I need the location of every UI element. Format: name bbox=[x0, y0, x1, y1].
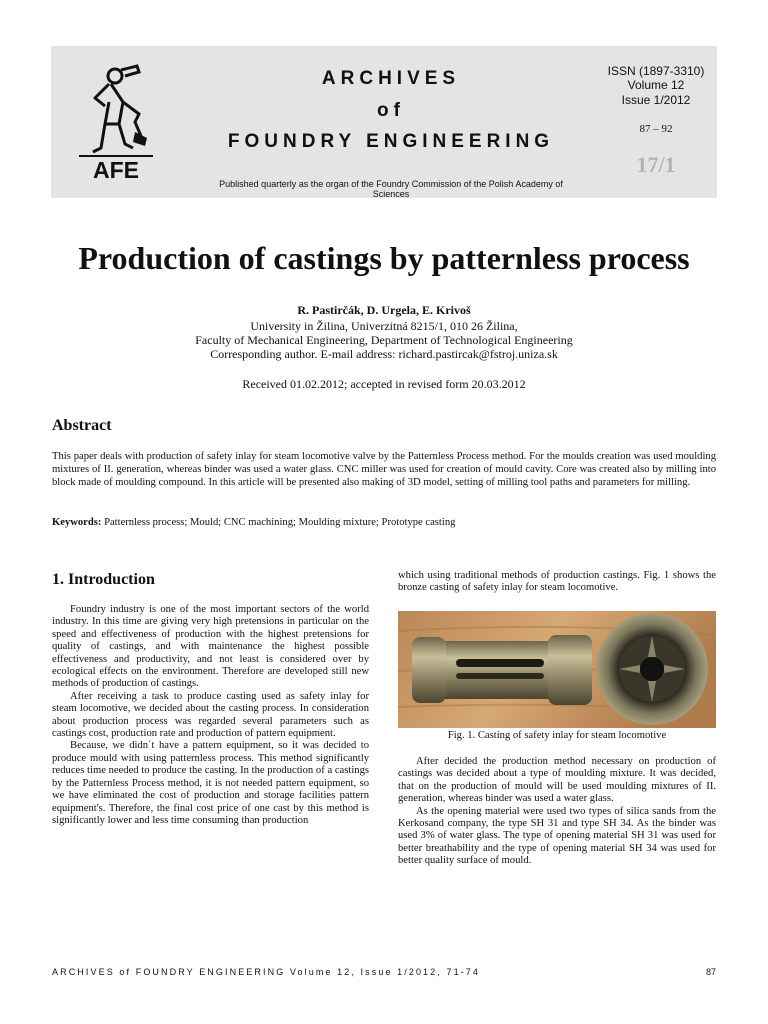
article-title: Production of castings by patternless process bbox=[78, 240, 690, 276]
journal-name-line2: of bbox=[377, 100, 405, 121]
keywords bbox=[52, 517, 716, 528]
published-note: Published quarterly as the organ of the Foundry Commission of the Polish Academy of Sciences bbox=[219, 179, 563, 199]
abstract-heading: Abstract bbox=[52, 417, 112, 434]
paragraph: which using traditional methods of production castings. Fig. 1 shows the bronze casting of safety inlay for steam locomotive. bbox=[398, 570, 716, 594]
journal-name-line3: FOUNDRY ENGINEERING bbox=[227, 131, 555, 152]
received-date: Received 01.02.2012; accepted in revised form 20.03.2012 bbox=[242, 377, 526, 391]
page-number: 87 bbox=[705, 967, 716, 977]
issue: Issue 1/2012 bbox=[621, 93, 691, 107]
casting-photo-icon bbox=[398, 611, 716, 728]
volume: Volume 12 bbox=[627, 78, 685, 92]
page-range: 87 – 92 bbox=[639, 123, 673, 135]
right-column-top bbox=[398, 570, 716, 595]
paragraph: Because, we didn´t have a pattern equipment, so it was decided to produce mould with using patternless process. This method significantly reduces time needed to produce the casting. In the production of a castings by the Patternless Process method, it is not needed pattern equipment, so we have eliminated the cost of production and storage facilities pattern equipment's. Therefore, the final cost price of one cast by this method is significantly lower and less time consuming than production bbox=[52, 740, 369, 826]
section-heading-introduction: 1. Introduction bbox=[52, 571, 155, 588]
page-footer: ARCHIVES of FOUNDRY ENGINEERING Volume 12, Issue 1/2012, 71-74 bbox=[52, 967, 480, 977]
affiliation-faculty: Faculty of Mechanical Engineering, Department of Technological Engineering bbox=[195, 333, 573, 347]
left-column bbox=[52, 604, 369, 827]
journal-name-line1: ARCHIVES bbox=[321, 68, 461, 89]
right-column-bottom bbox=[398, 756, 716, 868]
paragraph: Foundry industry is one of the most important sectors of the world industry. In this time are giving very high pretensions in particular on the speed and effectiveness of production with the highest pretensions for quality of castings, and with maintenance the highest possible effectiveness and productivity, and not least is considered over by ecological effects on the environment. Therefore are developed still new methods of production of castings. bbox=[52, 604, 369, 690]
issn: ISSN (1897-3310) bbox=[607, 64, 705, 78]
figure-caption: Fig. 1. Casting of safety inlay for steam locomotive bbox=[447, 730, 667, 741]
authors: R. Pastirčák, D. Urgela, E. Krivoš bbox=[297, 303, 471, 317]
article-code: 17/1 bbox=[636, 152, 676, 177]
logo-text: AFE bbox=[93, 157, 139, 182]
corresponding-author: Corresponding author. E-mail address: richard.pastircak@fstroj.uniza.sk bbox=[210, 347, 558, 361]
afe-logo-icon bbox=[75, 62, 157, 182]
abstract-text: This paper deals with production of safety inlay for steam locomotive valve by the Patternless Process method. For the moulds creation was used moulding mixtures of II. generation, whereas binder was used a water glass. CNC miller was used for creation of mould cavity. Core was created also by milling into block made of moulding compound. In this article will be presented also making of 3D model, setting of milling tool paths and parameters for milling. bbox=[52, 451, 716, 489]
journal-header bbox=[51, 46, 717, 198]
paragraph: After receiving a task to produce casting used as safety inlay for steam locomotive, we decided about the casting process. In consideration about production process was regarded several parameters such as castings cost, production rate and production of pattern equipment. bbox=[52, 690, 369, 740]
paragraph: After decided the production method necessary on production of castings was decided about a type of moulding mixture. It was decided, that on the production of mould will be used moulding mixtures of II. generation, whereas binder was used a water glass. bbox=[398, 756, 716, 805]
paragraph: As the opening material were used two types of silica sands from the Kerkosand company, the type SH 31 and type SH 34. As the binder was used 3% of water glass. The type of opening material SH 31 was used for better breathability and the type of opening material SH 34 was used for better quality surface of mould. bbox=[398, 805, 716, 867]
figure-casting-photo bbox=[398, 611, 716, 728]
keywords-label: Keywords: bbox=[52, 517, 102, 528]
keywords-list: Patternless process; Mould; CNC machining; Moulding mixture; Prototype casting bbox=[101, 517, 456, 528]
affiliation-university: University in Žilina, Univerzitná 8215/1, 010 26 Žilina, bbox=[250, 319, 518, 333]
